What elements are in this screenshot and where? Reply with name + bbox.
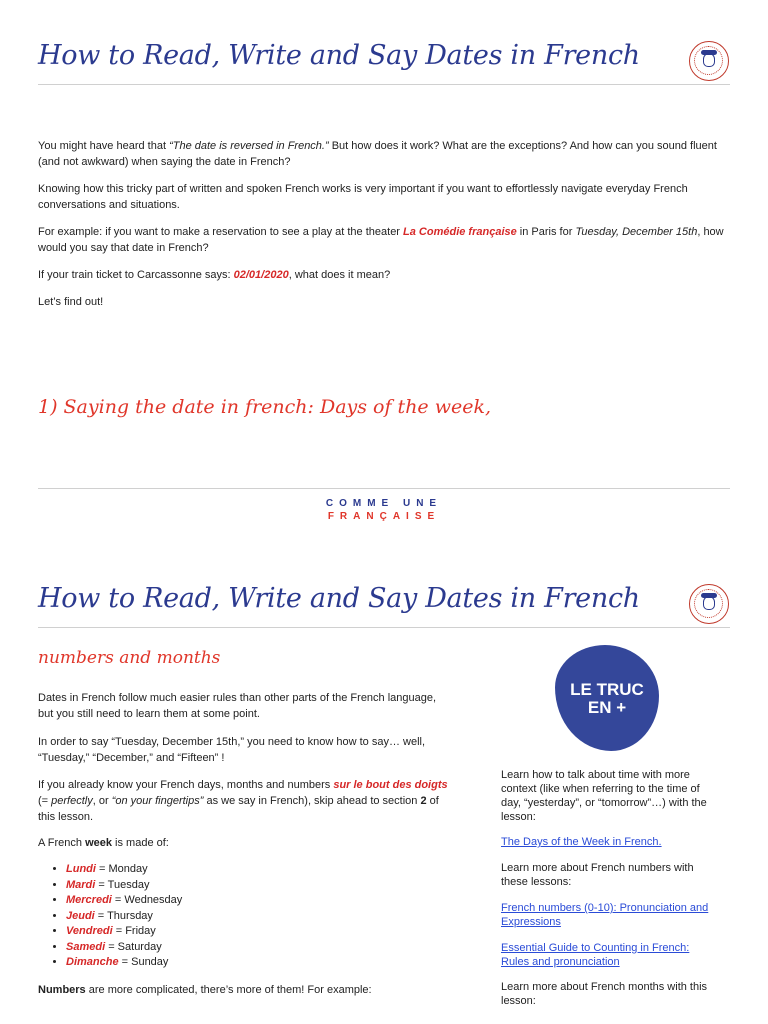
page-title: How to Read, Write and Say Dates in French bbox=[38, 583, 640, 614]
intro-paragraph-3: For example: if you want to make a reservation to see a play at the theater La Comédie française in Paris for Tuesday, December 15th, how would you say that date in French? bbox=[38, 226, 724, 254]
intro-paragraph-2: Knowing how this tricky part of written and spoken French works is very important if you want to effortlessly navigate everyday French conversations and situations. bbox=[38, 183, 688, 211]
paragraph: A French week is made of: bbox=[38, 837, 169, 849]
header-divider bbox=[38, 84, 730, 85]
list-item: • Mardi = Tuesday bbox=[66, 878, 182, 894]
section-subheading: numbers and months bbox=[38, 648, 221, 668]
intro-paragraph-1: You might have heard that “The date is reversed in French.” But how does it work? What are the exceptions? And how can you sound fluent (and not awkward) when saying the date in French? bbox=[38, 140, 717, 168]
sidebar-text: Learn more about French numbers with these lessons: bbox=[501, 862, 694, 888]
days-list bbox=[38, 862, 182, 971]
section-heading: 1) Saying the date in french: Days of the week, bbox=[38, 396, 492, 418]
le-truc-badge: LE TRUC EN + bbox=[555, 645, 659, 751]
paragraph: In order to say “Tuesday, December 15th,” you need to know how to say… well, “Tuesday,” “December,” and “Fifteen” ! bbox=[38, 736, 426, 764]
list-item: • Mercredi = Wednesday bbox=[66, 893, 182, 909]
list-item: • Dimanche = Sunday bbox=[66, 955, 182, 971]
intro-paragraph-5: Let’s find out! bbox=[38, 296, 104, 308]
sidebar-link-days-of-week[interactable]: The Days of the Week in French. bbox=[501, 836, 662, 848]
header-divider bbox=[38, 627, 730, 628]
sidebar-link-numbers-0-10[interactable]: French numbers (0-10): Pronunciation and Expressions bbox=[501, 902, 709, 928]
brand-logo-icon bbox=[689, 584, 729, 624]
sidebar-text: Learn how to talk about time with more context (like when referring to the time of day, “yesterday”, or “tomorrow”…) with the lesson: bbox=[501, 769, 707, 823]
footer-divider bbox=[38, 488, 730, 489]
brand-logo-icon bbox=[689, 41, 729, 81]
sidebar-link-counting-guide[interactable]: Essential Guide to Counting in French: Rules and pronunciation bbox=[501, 942, 690, 968]
sidebar-text: Learn more about French months with this lesson: bbox=[501, 981, 708, 1007]
paragraph: Dates in French follow much easier rules than other parts of the French language, but you still need to learn them at some point. bbox=[38, 692, 437, 720]
paragraph: If you already know your French days, months and numbers sur le bout des doigts (= perfectly, or “on your fingertips” as we say in French), skip ahead to section 2 of this lesson. bbox=[38, 779, 448, 823]
list-item: • Vendredi = Friday bbox=[66, 924, 182, 940]
list-item: • Jeudi = Thursday bbox=[66, 909, 182, 925]
brand-wordmark: COMME UNE FRANÇAISE bbox=[325, 498, 443, 522]
intro-paragraph-4: If your train ticket to Carcassonne says: 02/01/2020, what does it mean? bbox=[38, 269, 391, 281]
page-title: How to Read, Write and Say Dates in French bbox=[38, 40, 640, 71]
list-item: • Lundi = Monday bbox=[66, 862, 182, 878]
paragraph: Numbers are more complicated, there’s more of them! For example: bbox=[38, 984, 372, 996]
list-item: • Samedi = Saturday bbox=[66, 940, 182, 956]
